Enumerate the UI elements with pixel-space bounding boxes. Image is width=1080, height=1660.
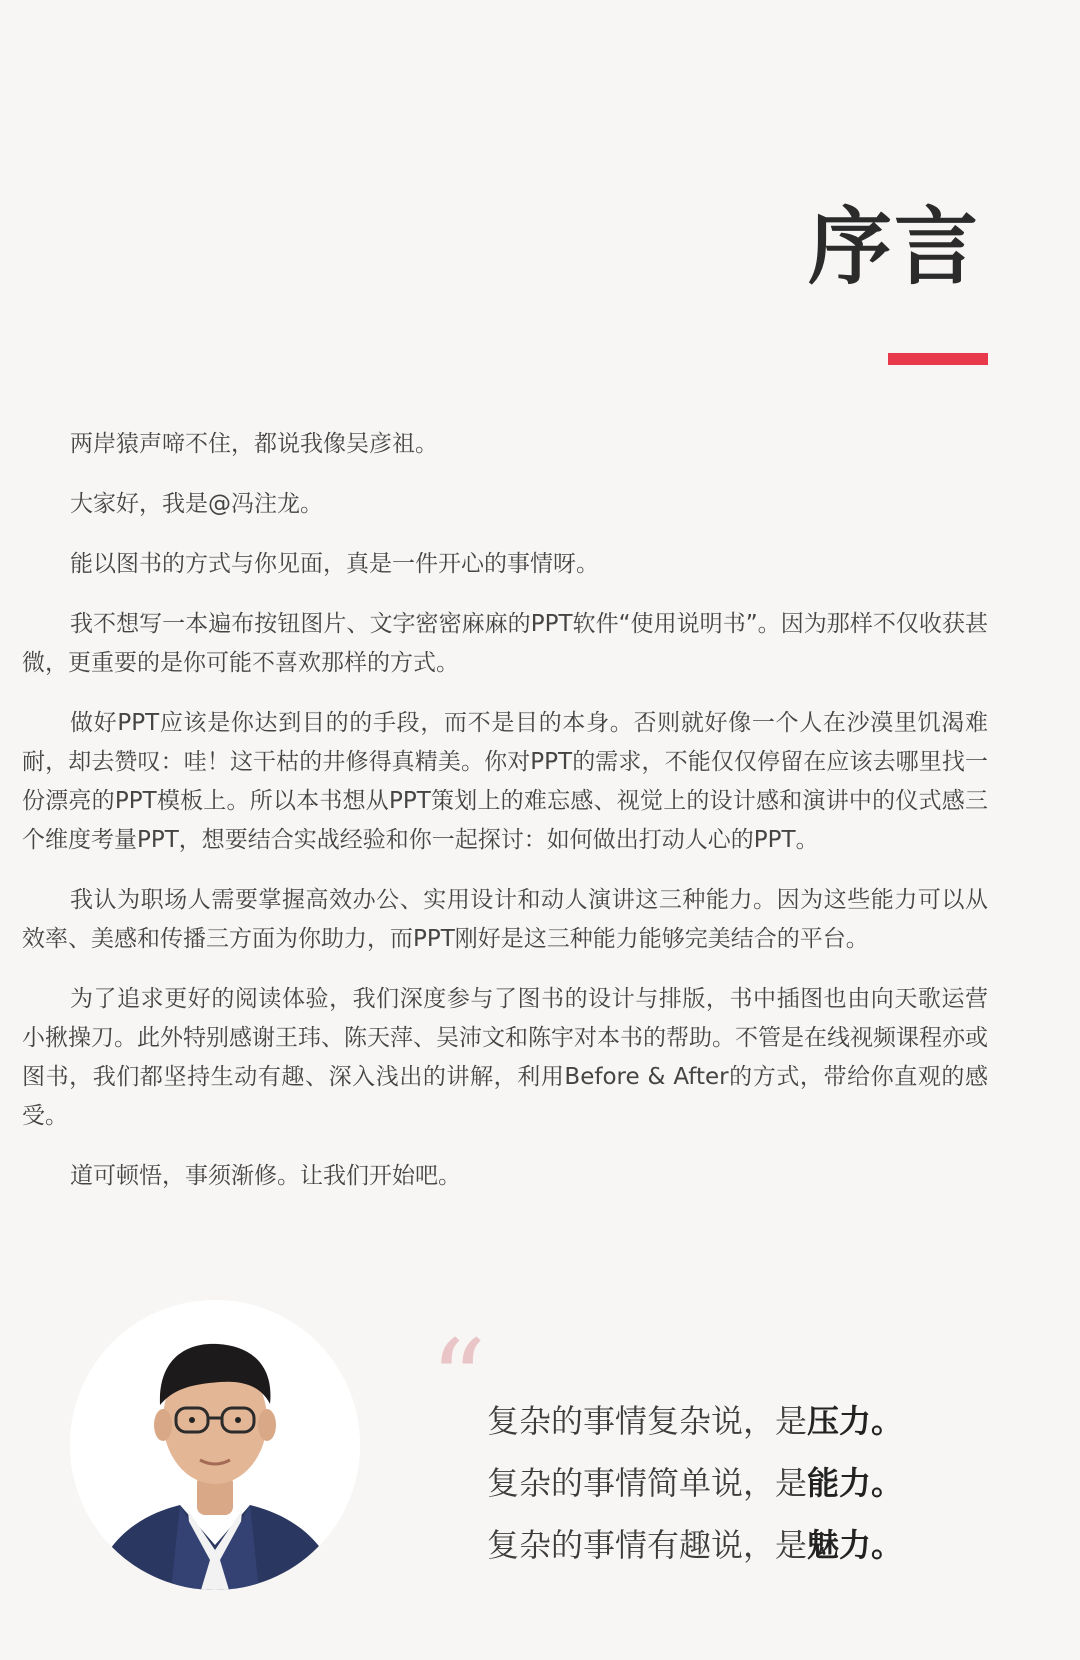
paragraph: 能以图书的方式与你见面，真是一件开心的事情呀。 bbox=[70, 551, 599, 577]
paragraph: 做好PPT应该是你达到目的的手段，而不是目的本身。否则就好像一个人在沙漠里饥渴难耐，却去赞叹：哇！这干枯的井修得真精美。你对PPT的需求，不能仅仅停留在应该去哪里找一份漂亮的PPT模板上。所以本书想从PPT策划上的难忘感、视觉上的设计感和演讲中的仪式感三个维度考量PPT，想要结合实战经验和你一起探讨：如何做出打动人心的PPT。 bbox=[22, 710, 988, 853]
paragraph: 道可顿悟，事须渐修。让我们开始吧。 bbox=[70, 1163, 461, 1189]
preface-body bbox=[22, 425, 988, 1217]
paragraph: 大家好，我是@冯注龙。 bbox=[70, 491, 323, 517]
quote-line: 复杂的事情复杂说，是压力。 bbox=[487, 1402, 904, 1440]
paragraph: 为了追求更好的阅读体验，我们深度参与了图书的设计与排版，书中插图也由向天歌运营小揪操刀。此外特别感谢王玮、陈天萍、吴沛文和陈宇对本书的帮助。不管是在线视频课程亦或图书，我们都坚持生动有趣、深入浅出的讲解，利用Before & After的方式，带给你直观的感受。 bbox=[22, 986, 988, 1129]
paragraph: 两岸猿声啼不住，都说我像吴彦祖。 bbox=[70, 431, 438, 457]
quote-mark-icon: “ bbox=[430, 1316, 487, 1444]
author-portrait bbox=[70, 1300, 360, 1590]
paragraph: 我认为职场人需要掌握高效办公、实用设计和动人演讲这三种能力。因为这些能力可以从效率、美感和传播三方面为你助力，而PPT刚好是这三种能力能够完美结合的平台。 bbox=[22, 887, 988, 952]
paragraph: 我不想写一本遍布按钮图片、文字密密麻麻的PPT软件“使用说明书”。因为那样不仅收获甚微，更重要的是你可能不喜欢那样的方式。 bbox=[22, 611, 988, 676]
motto-quotes bbox=[487, 1390, 1007, 1576]
quote-line: 复杂的事情简单说，是能力。 bbox=[487, 1464, 904, 1502]
quote-line: 复杂的事情有趣说，是魅力。 bbox=[487, 1526, 904, 1564]
title-accent-bar bbox=[888, 353, 988, 365]
author-portrait-illustration bbox=[70, 1300, 360, 1590]
page-title: 序言 bbox=[807, 198, 980, 296]
